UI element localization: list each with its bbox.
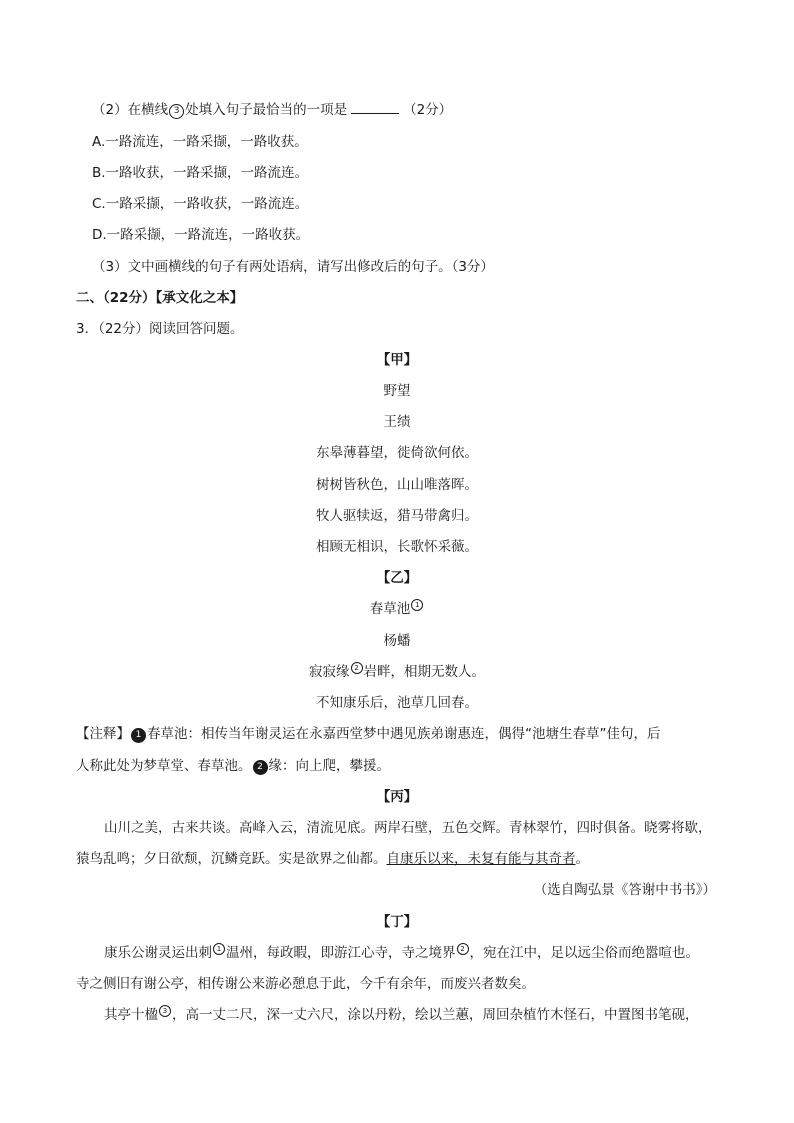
underlined-sentence: 自康乐以来，未复有能与其奇者 bbox=[386, 851, 576, 867]
option-d: D.一路采撷，一路流连，一路收获。 bbox=[92, 227, 310, 243]
poem-line: 东皋薄暮望，徙倚欲何依。 bbox=[316, 445, 478, 461]
notes-line-1: 【注释】 1 春草池：相传当年谢灵运在永嘉西堂梦中遇见族弟谢惠连，偶得“池塘生春草”佳句，后 bbox=[76, 726, 661, 742]
poem-author: 杨蟠 bbox=[383, 633, 411, 649]
prose-line: 猿鸟乱鸣；夕日欲颓，沉鳞竞跃。实是欲界之仙都。自康乐以来，未复有能与其奇者。 bbox=[76, 851, 589, 867]
circled-number-marker: 3 bbox=[169, 104, 184, 119]
poem-line: 牧人驱犊返，猎马带禽归。 bbox=[316, 508, 478, 524]
footnote-marker: 1 bbox=[411, 599, 423, 611]
q3-text: （3）文中画横线的句子有两处语病，请写出修改后的句子。（3分） bbox=[92, 259, 494, 275]
option-c: C.一路采撷，一路收获，一路流连。 bbox=[92, 196, 309, 212]
poem-line: 不知康乐后，池草几回春。 bbox=[316, 695, 478, 711]
footnote-marker: 1 bbox=[213, 943, 225, 955]
poem-line: 树树皆秋色，山山唯落晖。 bbox=[316, 477, 478, 493]
prose-line: 寺之侧旧有谢公亭，相传谢公来游必憩息于此，今千有余年，而废兴者数矣。 bbox=[76, 976, 535, 992]
footnote-marker: 2 bbox=[351, 662, 363, 674]
q2-stem: （2）在横线 3 处填入句子最恰当的一项是 （2分） bbox=[92, 102, 453, 118]
poem-author: 王绩 bbox=[383, 414, 411, 430]
footnote-marker: 2 bbox=[253, 760, 268, 775]
poem-line: 寂寂缘 $^2$ 岩畔，相期无数人。 bbox=[309, 664, 485, 680]
poem-title: 野望 bbox=[383, 383, 411, 399]
section-heading: 二、（22分）【承文化之本】 bbox=[76, 290, 244, 306]
footnote-marker: 1 bbox=[131, 728, 146, 743]
option-b: B.一路收获，一路采撷，一路流连。 bbox=[92, 165, 309, 181]
poem-title: 春草池 $^1$ bbox=[0, 599, 794, 619]
source-citation: （选自陶弘景《答谢中书书》） bbox=[533, 882, 716, 898]
jia-label: 【甲】 bbox=[376, 352, 418, 368]
notes-line-2: 人称此处为梦草堂、春草池。 2 缘：向上爬，攀援。 bbox=[76, 758, 390, 774]
question-3: 3．（22分）阅读回答问题。 bbox=[76, 321, 244, 337]
answer-blank[interactable] bbox=[351, 101, 399, 114]
prose-line: 康乐公谢灵运出刺 $^1$ 温州，每政暇，即游江心寺，寺之境界 $^2$ ，宛在江中，足以远尘俗而绝嚣喧也。 bbox=[104, 945, 699, 961]
footnote-marker: 3 bbox=[159, 1005, 171, 1017]
footnote-marker: 2 bbox=[457, 943, 469, 955]
prose-line: 其亭十楹 $^3$ ，高一丈二尺，深一丈六尺，涂以丹粉，绘以兰蕙，周回杂植竹木怪石，中置图书笔砚， bbox=[104, 1007, 699, 1023]
poem-line: 相顾无相识，长歌怀采薇。 bbox=[316, 539, 478, 555]
prose-line: 山川之美，古来共谈。高峰入云，清流见底。两岸石壁，五色交辉。青林翠竹，四时俱备。晓雾将歇， bbox=[104, 820, 712, 836]
option-a: A.一路流连，一路采撷，一路收获。 bbox=[92, 134, 308, 150]
ding-label: 【丁】 bbox=[376, 914, 418, 930]
bing-label: 【丙】 bbox=[376, 789, 418, 805]
yi-label: 【乙】 bbox=[376, 570, 418, 586]
